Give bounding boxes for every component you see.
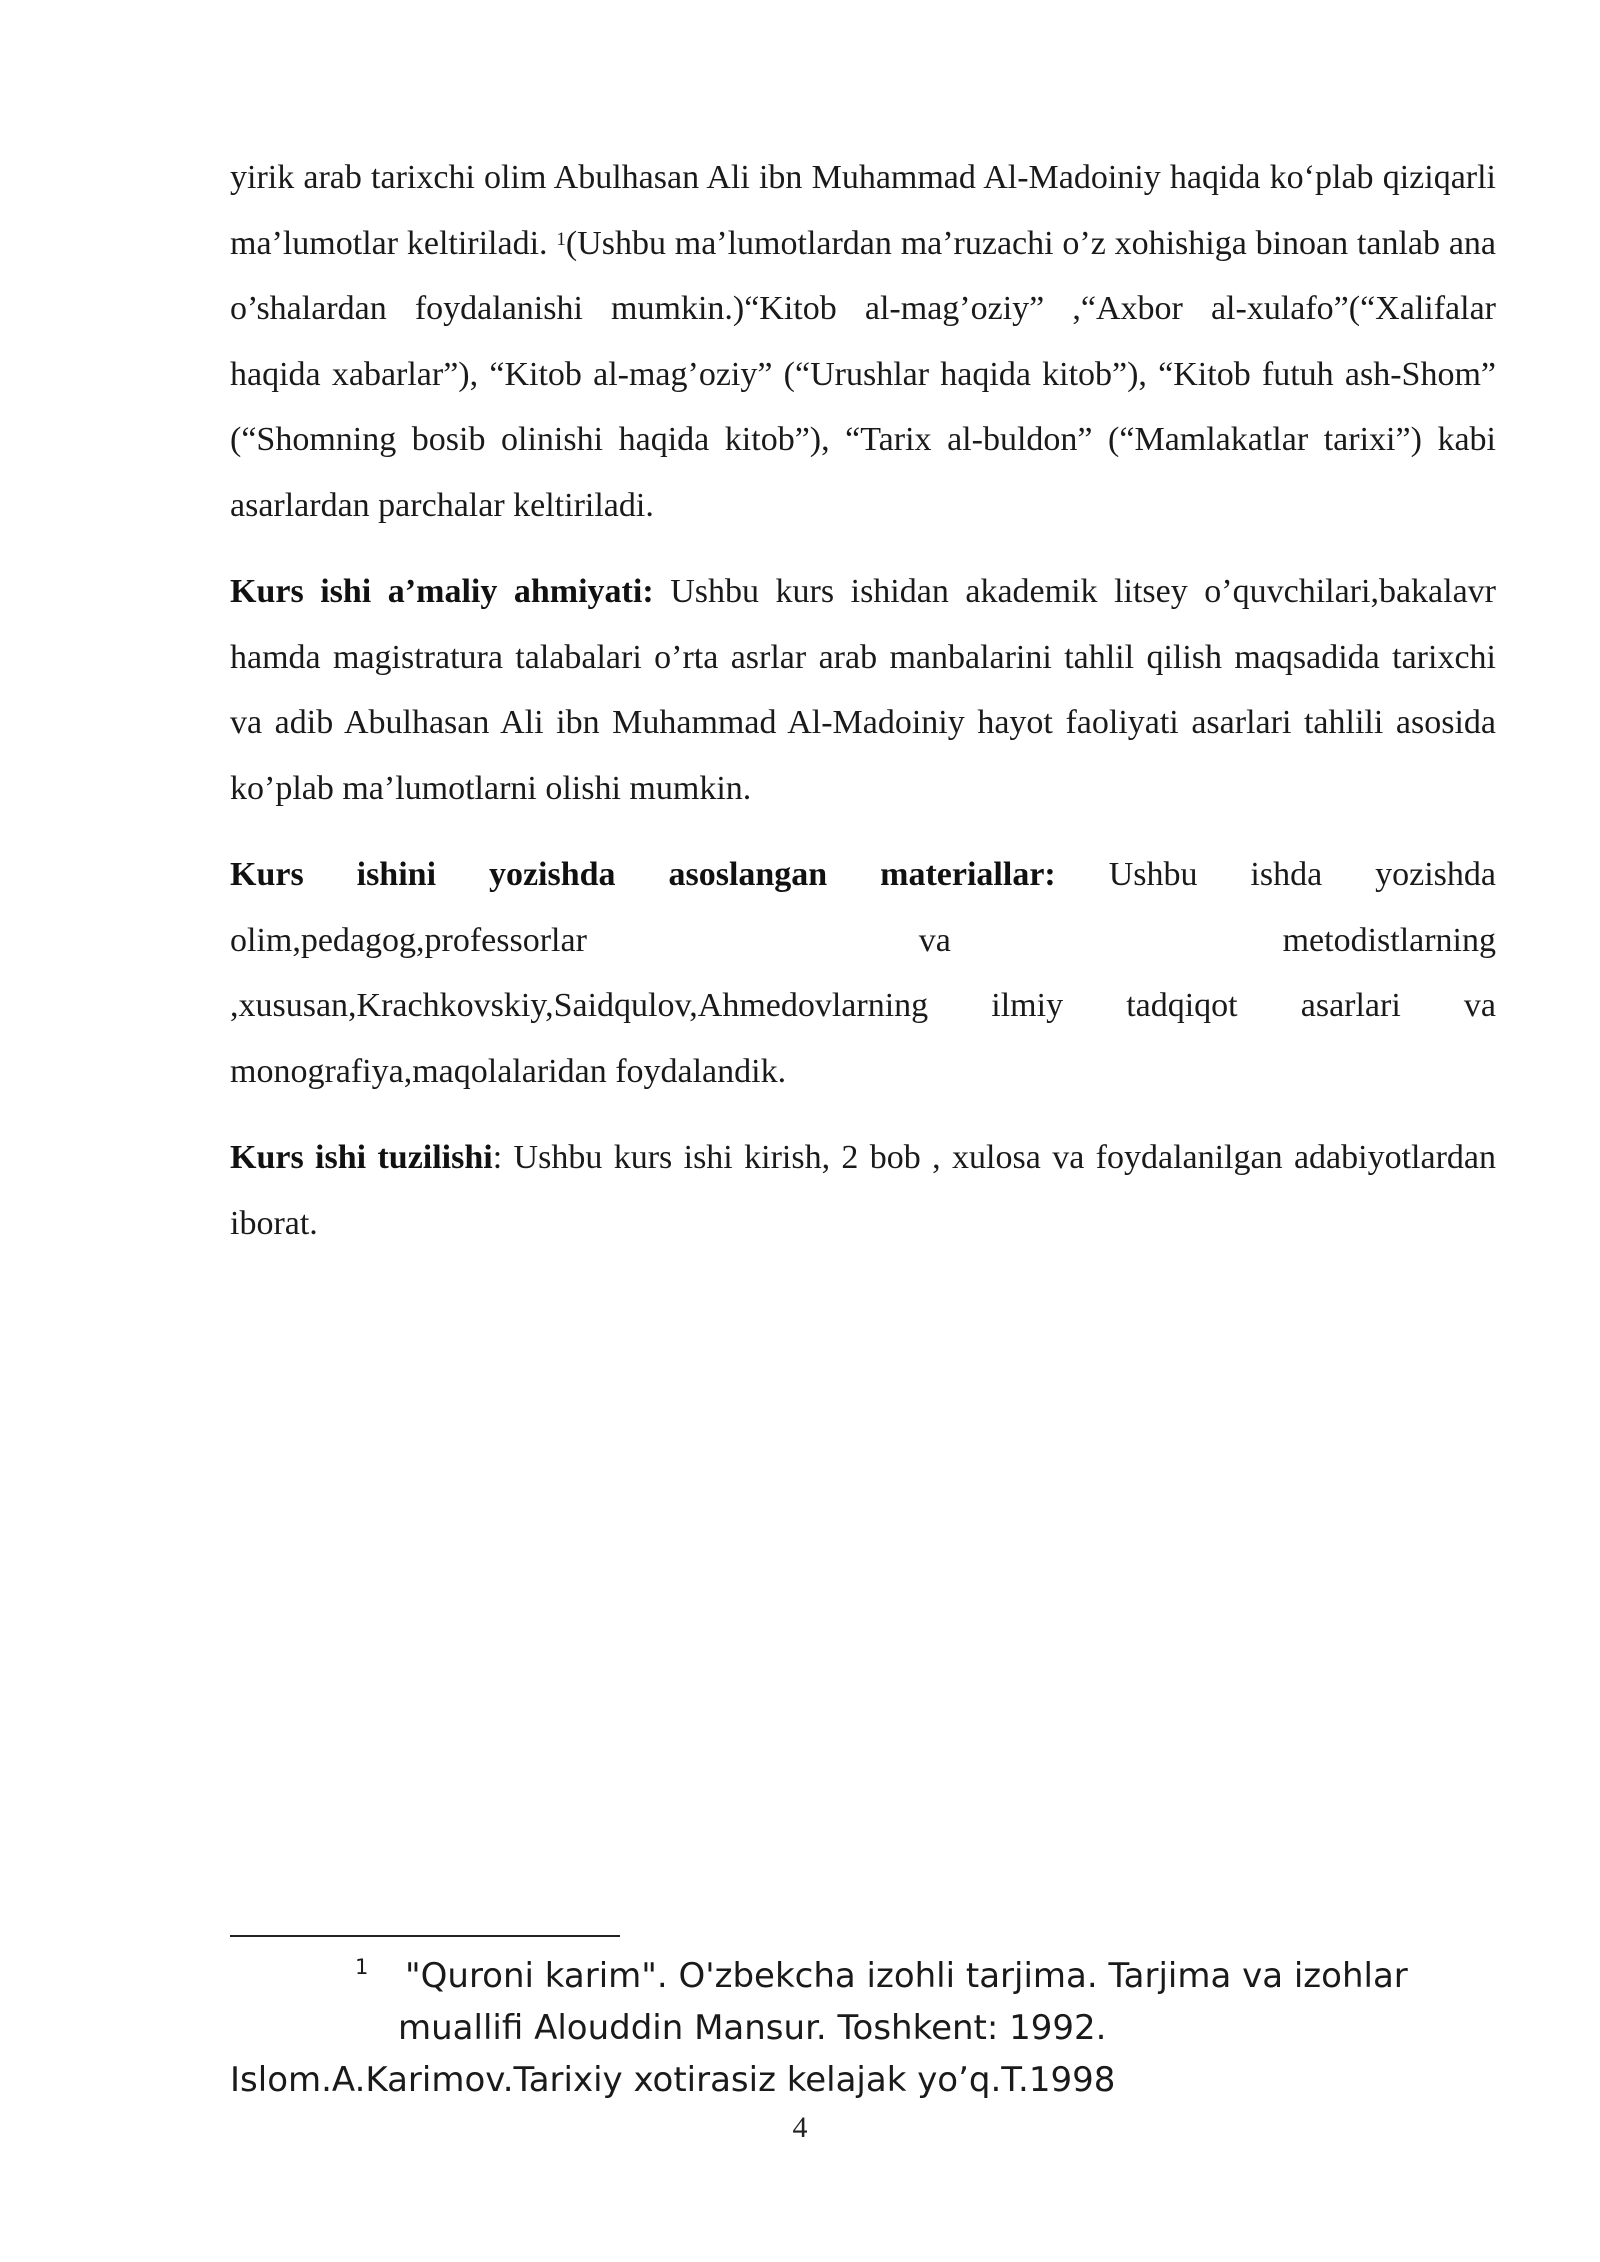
paragraph-sources [230, 145, 1496, 538]
footnote-reference[interactable]: 1 [556, 228, 566, 250]
footnote-mark: 1 [355, 1955, 369, 1979]
paragraph-text: (Ushbu ma’lumotlardan ma’ruzachi o’z xohishiga binoan tanlab ana o’shalardan foydalanishi mumkin.)“Kitob al-mag’oziy” ,“Axbor al-xulafo”(“Xalifalar haqida xabarlar”), “Kitob al-mag’oziy” (“Urushlar haqida kitob”), “Kitob futuh ash-Shom” (“Shomning bosib olinishi haqida kitob”), “Tarix al-buldon” (“Mamlakatlar tarixi”) kabi asarlardan parchalar keltiriladi. [230, 224, 1496, 524]
paragraph-materials [230, 842, 1496, 1104]
paragraph-text: Ushbu ishda yozishda olim,pedagog,professorlar va metodistlarning ,xususan,Krachkovskiy,Saidqulov,Ahmedovlarning ilmiy tadqiqot asarlari va monografiya,maqolalaridan foydalandik. [230, 856, 1496, 1090]
footnote [230, 1950, 1496, 2106]
paragraph-text: : Ushbu kurs ishi kirish, 2 bob , xulosa va foydalanilgan adabiyotlardan iborat. [230, 1139, 1496, 1242]
body-text [230, 145, 1496, 1277]
section-heading: Kurs ishi a’maliy ahmiyati: [230, 573, 654, 610]
paragraph-text: yirik arab tarixchi olim Abulhasan Ali ibn Muhammad Al-Madoiniy haqida ko‘plab qiziqarli ma’lumotlar keltiriladi. [230, 159, 1496, 262]
paragraph-structure [230, 1125, 1496, 1256]
page-number: 4 [792, 2111, 808, 2144]
footnote-line: muallifi Alouddin Mansur. Toshkent: 1992. [398, 2008, 1107, 2048]
footnote-line: Islom.A.Karimov.Tarixiy xotirasiz kelajak yo’q.T.1998 [230, 2060, 1116, 2100]
paragraph-practical-importance [230, 559, 1496, 821]
footnote-divider [230, 1935, 620, 1937]
footnote-line: "Quroni karim". O'zbekcha izohli tarjima. Tarjima va izohlar [405, 1956, 1408, 1996]
section-heading: Kurs ishi tuzilishi [230, 1139, 493, 1176]
section-heading: Kurs ishini yozishda asoslangan materiallar: [230, 856, 1056, 893]
paragraph-text: Ushbu kurs ishidan akademik litsey o’quvchilari,bakalavr hamda magistratura talabalari o’rta asrlar arab manbalarini tahlil qilish maqsadida tarixchi va adib Abulhasan Ali ibn Muhammad Al-Madoiniy hayot faoliyati asarlari tahlili asosida ko’plab ma’lumotlarni olishi mumkin. [230, 573, 1496, 807]
